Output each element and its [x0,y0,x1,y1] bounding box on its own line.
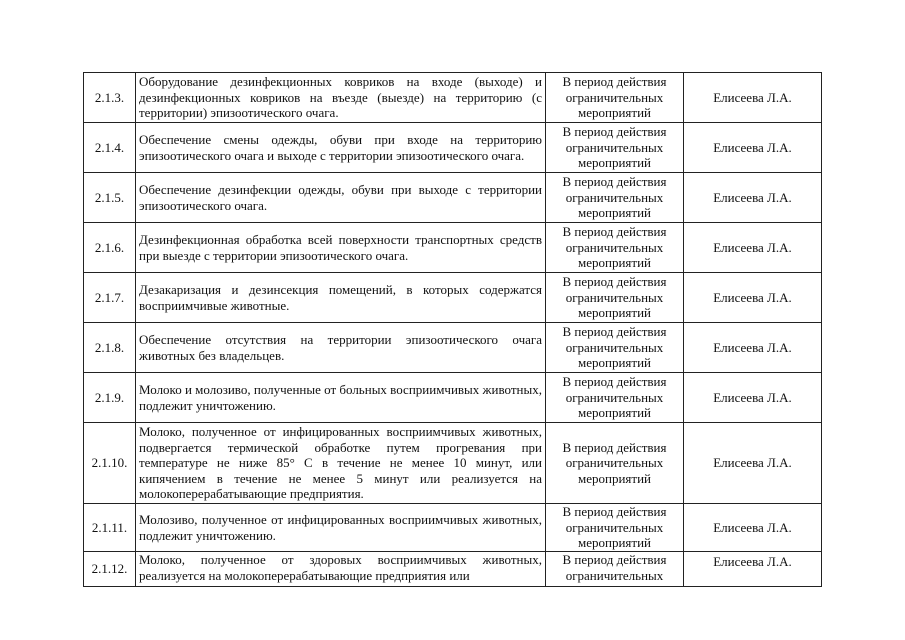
term-text: В период действия ограничительных [546,552,684,587]
measure-text: Молозиво, полученное от инфицированных восприимчивых животных, подлежит уничтожению. [136,504,546,552]
row-number: 2.1.9. [84,373,136,423]
measure-text: Дезинфекционная обработка всей поверхности транспортных средств при выезде с территории эпизоотического очага. [136,223,546,273]
term-text: В период действия ограничительных мероприятий [546,373,684,423]
term-text: В период действия ограничительных мероприятий [546,423,684,504]
table-row [84,73,822,123]
table-row [84,223,822,273]
responsible-person: Елисеева Л.А. [684,504,822,552]
responsible-person: Елисеева Л.А. [684,173,822,223]
measure-text: Обеспечение отсутствия на территории эпизоотического очага животных без владельцев. [136,323,546,373]
table-row [84,552,822,587]
responsible-person: Елисеева Л.А. [684,123,822,173]
responsible-person: Елисеева Л.А. [684,323,822,373]
table-row [84,504,822,552]
term-text: В период действия ограничительных мероприятий [546,223,684,273]
measure-text: Молоко и молозиво, полученные от больных восприимчивых животных, подлежит уничтожению. [136,373,546,423]
document-page [83,72,821,587]
row-number: 2.1.3. [84,73,136,123]
responsible-person: Елисеева Л.А. [684,373,822,423]
measure-text: Дезакаризация и дезинсекция помещений, в которых содержатся восприимчивые животные. [136,273,546,323]
row-number: 2.1.7. [84,273,136,323]
table-row [84,273,822,323]
term-text: В период действия ограничительных мероприятий [546,73,684,123]
responsible-person: Елисеева Л.А. [684,223,822,273]
table-row [84,423,822,504]
responsible-person: Елисеева Л.А. [684,552,822,587]
measures-table [83,72,822,587]
measure-text: Оборудование дезинфекционных ковриков на входе (выходе) и дезинфекционных ковриков на въезде (выезде) на территорию (с территории) эпизоотического очага. [136,73,546,123]
term-text: В период действия ограничительных мероприятий [546,123,684,173]
measure-text: Молоко, полученное от инфицированных восприимчивых животных, подвергается термической обработке путем прогревания при температуре не ниже 85° С в течение не менее 10 минут, или кипячением в течение не менее 5 минут или реализуется на молокоперерабатывающие предприятия. [136,423,546,504]
term-text: В период действия ограничительных мероприятий [546,323,684,373]
measure-text: Обеспечение смены одежды, обуви при входе на территорию эпизоотического очага и выходе с территории эпизоотического очага. [136,123,546,173]
row-number: 2.1.6. [84,223,136,273]
table-row [84,123,822,173]
term-text: В период действия ограничительных мероприятий [546,273,684,323]
row-number: 2.1.4. [84,123,136,173]
row-number: 2.1.10. [84,423,136,504]
row-number: 2.1.5. [84,173,136,223]
responsible-person: Елисеева Л.А. [684,73,822,123]
row-number: 2.1.8. [84,323,136,373]
table-row [84,173,822,223]
measure-text: Обеспечение дезинфекции одежды, обуви при выходе с территории эпизоотического очага. [136,173,546,223]
table-row [84,323,822,373]
table-row [84,373,822,423]
responsible-person: Елисеева Л.А. [684,273,822,323]
term-text: В период действия ограничительных мероприятий [546,504,684,552]
term-text: В период действия ограничительных мероприятий [546,173,684,223]
measure-text: Молоко, полученное от здоровых восприимчивых животных, реализуется на молокоперерабатывающие предприятия или [136,552,546,587]
row-number: 2.1.11. [84,504,136,552]
responsible-person: Елисеева Л.А. [684,423,822,504]
row-number: 2.1.12. [84,552,136,587]
